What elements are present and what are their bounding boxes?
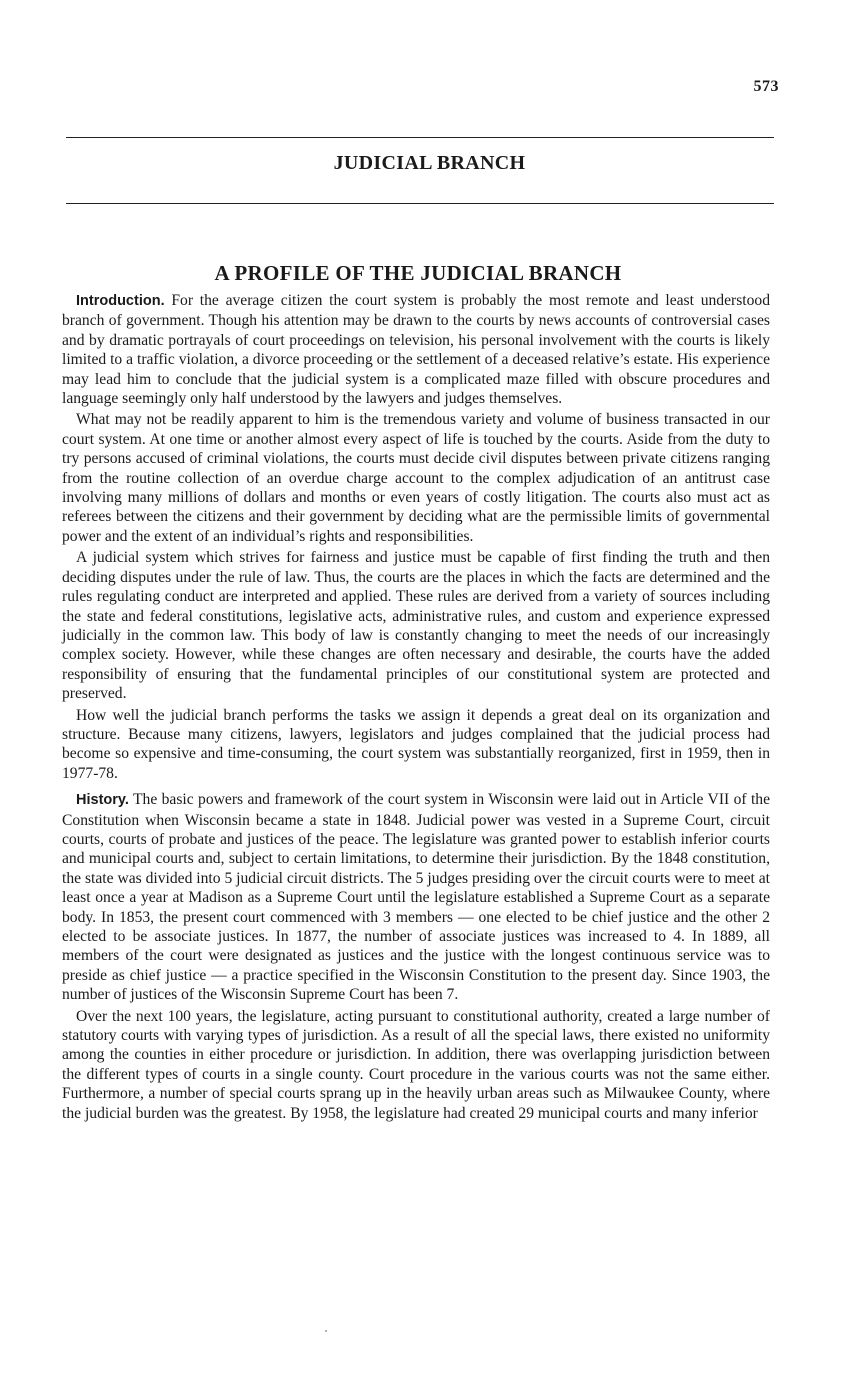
- paragraph-history: [62, 790, 770, 1004]
- paragraph-lead: History.: [76, 792, 129, 809]
- paragraph-text: The basic powers and framework of the court system in Wisconsin were laid out in Article VII of the Constitution when Wisconsin became a state in 1848. Judicial power was vested in a Supreme Court, circuit courts, courts of probate and justices of the peace. The legislature was granted power to establish inferior courts and municipal courts and, subject to certain limitations, to determine their jurisdiction. By the 1848 constitution, the state was divided into 5 judicial circuit districts. The 5 judges presiding over the circuit courts were to meet at least once a year at Madison as a Supreme Court until the legislature established a Supreme Court as a separate body. In 1853, the present court commenced with 3 members — one elected to be chief justice and the other 2 elected to be associate justices. In 1877, the number of associate justices was increased to 4. In 1889, all members of the court were designated as justices and the justice with the longest continuous service was to preside as chief justice — a practice specified in the Wisconsin Constitution to the present day. Since 1903, the number of justices of the Wisconsin Supreme Court has been 7.: [62, 791, 770, 1004]
- paragraph-text: What may not be readily apparent to him is the tremendous variety and volume of business transacted in our court system. At one time or another almost every aspect of life is touched by the courts. Aside from the duty to try persons accused of criminal violations, the courts must decide civil disputes between private citizens ranging from the routine collection of an overdue charge account to the complex adjudication of an antitrust case involving many millions of dollars and months or even years of costly litigation. The courts also must act as referees between the citizens and their government by deciding what are the permissible limits of governmental power and the extent of an individual’s rights and responsibilities.: [62, 411, 770, 545]
- paragraph-text: Over the next 100 years, the legislature, acting pursuant to constitutional authority, created a large number of statutory courts with varying types of jurisdiction. As a result of all the special laws, there existed no uniformity among the counties in either procedure or jurisdiction. In addition, there was overlapping jurisdiction between the different types of courts in a single county. Court procedure in the various courts was not the same either. Furthermore, a number of special courts sprang up in the heavily urban areas such as Milwaukee County, where the judicial burden was the greatest. By 1958, the legislature had created 29 municipal courts and many inferior: [62, 1007, 770, 1122]
- bottom-divider: [66, 203, 774, 204]
- paragraph-text: A judicial system which strives for fairness and justice must be capable of first finding the truth and then deciding disputes under the rule of law. Thus, the courts are the places in which the facts are determined and the rules regulating conduct are interpreted and applied. These rules are derived from a variety of sources including the state and federal constitutions, legislative acts, administrative rules, and custom and experience expressed judicially in the common law. This body of law is constantly changing to meet the needs of our increasingly complex society. However, while these changes are often necessary and desirable, the courts have the added responsibility of ensuring that the fundamental principles of our constitutional system are protected and preserved.: [62, 549, 770, 703]
- paragraph: [62, 1007, 770, 1123]
- paragraph-text: For the average citizen the court system is probably the most remote and least understood branch of government. Though his attention may be drawn to the courts by news accounts of controversial cases and by dramatic portrayals of court proceedings on television, his personal involvement with the courts is likely limited to a traffic violation, a divorce proceeding or the settlement of a deceased relative’s estate. His experience may lead him to conclude that the judicial system is a complicated maze filled with obscure procedures and language seemingly only half understood by the lawyers and judges themselves.: [62, 292, 770, 408]
- paragraph: [62, 410, 770, 546]
- print-speck: [325, 1330, 327, 1332]
- paragraph-lead: Introduction.: [76, 293, 165, 309]
- article-body: [62, 291, 770, 1123]
- paragraph-introduction: [62, 291, 770, 408]
- page-number: 573: [753, 78, 779, 95]
- paragraph-text: How well the judicial branch performs the tasks we assign it depends a great deal on its organization and structure. Because many citizens, lawyers, legislators and judges complained that the judicial process had become so expensive and time-consuming, the court system was substantially reorganized, first in 1959, then in 1977-78.: [62, 706, 770, 782]
- paragraph: [62, 548, 770, 703]
- paragraph: [62, 706, 770, 784]
- article-title: A PROFILE OF THE JUDICIAL BRANCH: [214, 261, 622, 285]
- top-divider: [66, 137, 774, 138]
- section-title: JUDICIAL BRANCH: [333, 152, 526, 174]
